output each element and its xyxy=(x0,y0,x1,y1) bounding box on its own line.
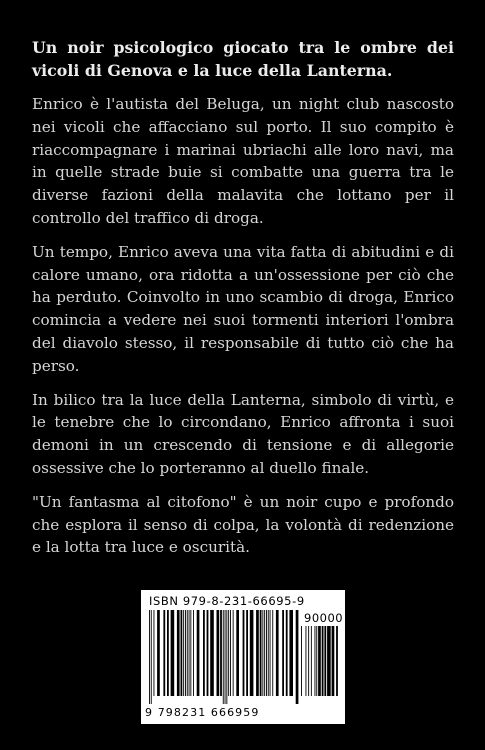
barcode-bar xyxy=(262,610,263,696)
barcode-bar xyxy=(289,610,293,696)
barcode-bar xyxy=(193,610,194,696)
ean-digits: 9 798231 666959 xyxy=(145,706,260,719)
barcode-bar xyxy=(250,610,254,696)
blurb-paragraph-2: Un tempo, Enrico aveva una vita fatta di abitudini e di calore umano, ora ridotta a un'ossessione per ciò che ha perduto. Coinvolto in uno scambio di droga, Enrico comincia a vedere nei suoi tormenti interiori l'ombra del diavolo stesso, il responsabile di tutto ciò che ha perso. xyxy=(32,242,454,375)
barcode-bar xyxy=(151,610,152,704)
barcode-bar xyxy=(268,610,269,696)
barcode-bar xyxy=(181,610,183,696)
barcode-bar xyxy=(207,610,209,696)
ean13-bars xyxy=(149,610,299,704)
barcode-bar xyxy=(185,610,186,696)
barcode-bar xyxy=(246,610,248,696)
barcode-bar xyxy=(177,610,180,696)
barcode-bar xyxy=(327,626,331,696)
barcode-bar xyxy=(223,610,224,704)
barcode-bar xyxy=(276,610,279,696)
barcode-bar xyxy=(286,610,288,696)
barcode-bar xyxy=(308,626,309,696)
barcode-bar xyxy=(318,626,321,696)
barcode-bar xyxy=(282,610,284,696)
barcode-bar xyxy=(197,610,200,696)
barcode-bar xyxy=(163,610,165,696)
barcode-bar xyxy=(226,610,227,704)
blurb-headline: Un noir psicologico giocato tra le ombre dei vicoli di Genova e la luce della Lanterna. xyxy=(32,38,454,80)
barcode-bar xyxy=(228,610,229,696)
barcode-bar xyxy=(296,610,299,704)
barcode-bar xyxy=(243,610,245,696)
barcode-bar xyxy=(189,610,190,696)
barcode-bar xyxy=(187,610,188,696)
barcode-bar xyxy=(190,610,191,696)
isbn-barcode xyxy=(141,590,345,724)
barcode-bar xyxy=(311,626,312,696)
isbn-label: ISBN 979-8-231-66695-9 xyxy=(149,594,305,608)
barcode-bar xyxy=(266,610,267,696)
barcode-bar xyxy=(260,610,262,696)
barcode-bar xyxy=(154,610,155,696)
addon-bars xyxy=(301,626,339,704)
barcode-bar xyxy=(217,610,220,696)
barcode-bar xyxy=(203,610,205,696)
barcode-bar xyxy=(233,610,234,696)
barcode-bar xyxy=(183,610,184,696)
barcode-bar xyxy=(220,610,222,696)
barcode-bar xyxy=(315,626,316,696)
barcode-bar xyxy=(336,626,338,696)
barcode-bar xyxy=(210,610,214,696)
barcode-bar xyxy=(171,610,175,696)
barcode-bar xyxy=(324,626,326,696)
barcode-bar xyxy=(322,626,324,696)
barcode-bar xyxy=(149,610,150,704)
blurb-paragraph-3: In bilico tra la luce della Lanterna, simbolo di virtù, e le tenebre che lo circondano, Enrico affronta i suoi demoni in un crescendo di tensione e di allegorie ossessive che lo porteranno al duello finale. xyxy=(32,390,454,477)
barcode-bar xyxy=(236,610,239,696)
blurb-paragraph-1: Enrico è l'autista del Beluga, un night club nascosto nei vicoli che affacciano sul porto. Il suo compito è riaccompagnare i marinai ubriachi alle loro navi, ma in quelle strade buie si combatte una guerra tra le diverse fazioni della malavita che lottano per il controllo del traffico di droga. xyxy=(32,95,454,227)
blurb-paragraph-4: "Un fantasma al citofono" è un noir cupo e profondo che esplora il senso di colpa, la volontà di redenzione e la lotta tra luce e oscurità. xyxy=(32,492,454,557)
barcode-bar xyxy=(167,610,169,696)
barcode-bar xyxy=(270,610,271,696)
barcode-bar xyxy=(301,626,302,696)
barcode-bar xyxy=(225,610,226,704)
barcode-bar xyxy=(230,610,231,696)
barcode-bar xyxy=(272,610,273,696)
barcode-bar xyxy=(306,626,307,696)
barcode-bar xyxy=(316,626,317,696)
barcode-bar xyxy=(332,626,335,696)
barcode-bar xyxy=(157,610,160,696)
back-cover-blurb xyxy=(32,36,454,570)
barcode-bar xyxy=(256,610,259,696)
price-addon-code: 90000 xyxy=(304,611,344,625)
barcode-bar xyxy=(264,610,265,696)
